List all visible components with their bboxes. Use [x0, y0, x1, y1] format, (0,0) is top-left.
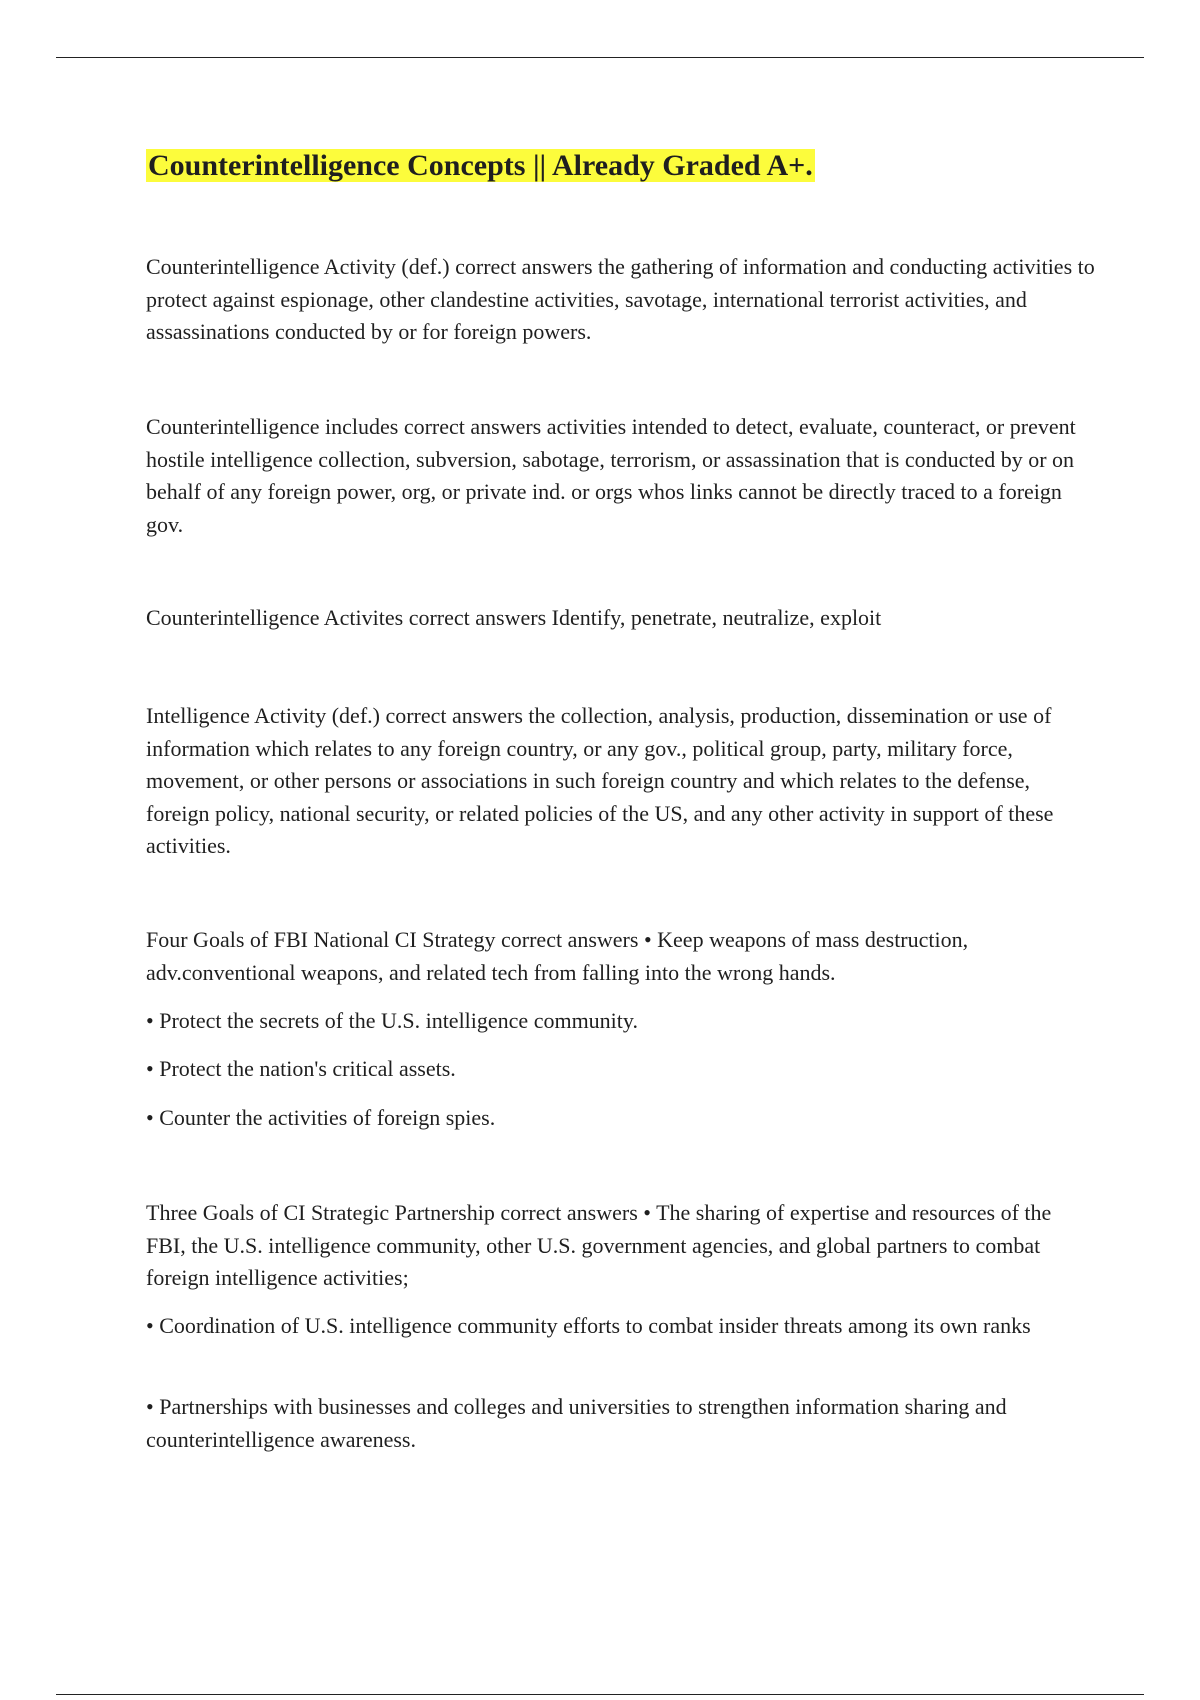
paragraph-ci-includes: Counterintelligence includes correct answers activities intended to detect, evaluate, counteract, or prevent hostile intelligence collection, subversion, sabotage, terrorism, or assassination that is conducted by or on behalf of any foreign power, org, or private ind. or orgs whos links cannot be directly traced to a foreign gov. [146, 414, 1076, 537]
paragraph-fbi-goals: Four Goals of FBI National CI Strategy correct answers • Keep weapons of mass destruction, adv.conventional weapons, and related tech from falling into the wrong hands. [146, 927, 969, 985]
bullet-coordination: • Coordination of U.S. intelligence community efforts to combat insider threats among its own ranks [146, 1313, 1031, 1338]
title-highlight: Counterintelligence Concepts || Already Graded A+. [148, 149, 813, 182]
paragraph-ci-activites: Counterintelligence Activites correct answers Identify, penetrate, neutralize, exploit [146, 605, 882, 630]
footer-rule [56, 1694, 1144, 1695]
document-title [146, 146, 815, 186]
paragraph-intelligence-activity-def: Intelligence Activity (def.) correct answers the collection, analysis, production, dissemination or use of information which relates to any foreign country, or any gov., political group, party, military force, movement, or other persons or associations in such foreign country and which relates to the defense, foreign policy, national security, or related policies of the US, and any other activity in support of these activities. [146, 703, 1054, 858]
paragraph-ci-activity-def: Counterintelligence Activity (def.) correct answers the gathering of information and conducting activities to protect against espionage, other clandestine activities, savotage, international terrorist activities, and assassinations conducted by or for foreign powers. [146, 254, 1095, 344]
bullet-protect-assets: • Protect the nation's critical assets. [146, 1056, 456, 1081]
bullet-protect-secrets: • Protect the secrets of the U.S. intelligence community. [146, 1008, 638, 1033]
bullet-partnerships: • Partnerships with businesses and colleges and universities to strengthen information sharing and counterintelligence awareness. [146, 1394, 1007, 1452]
header-rule [56, 57, 1144, 58]
bullet-counter-spies: • Counter the activities of foreign spies. [146, 1105, 496, 1130]
paragraph-ci-partnership-goals: Three Goals of CI Strategic Partnership correct answers • The sharing of expertise and resources of the FBI, the U.S. intelligence community, other U.S. government agencies, and global partners to combat foreign intelligence activities; [146, 1200, 1052, 1290]
